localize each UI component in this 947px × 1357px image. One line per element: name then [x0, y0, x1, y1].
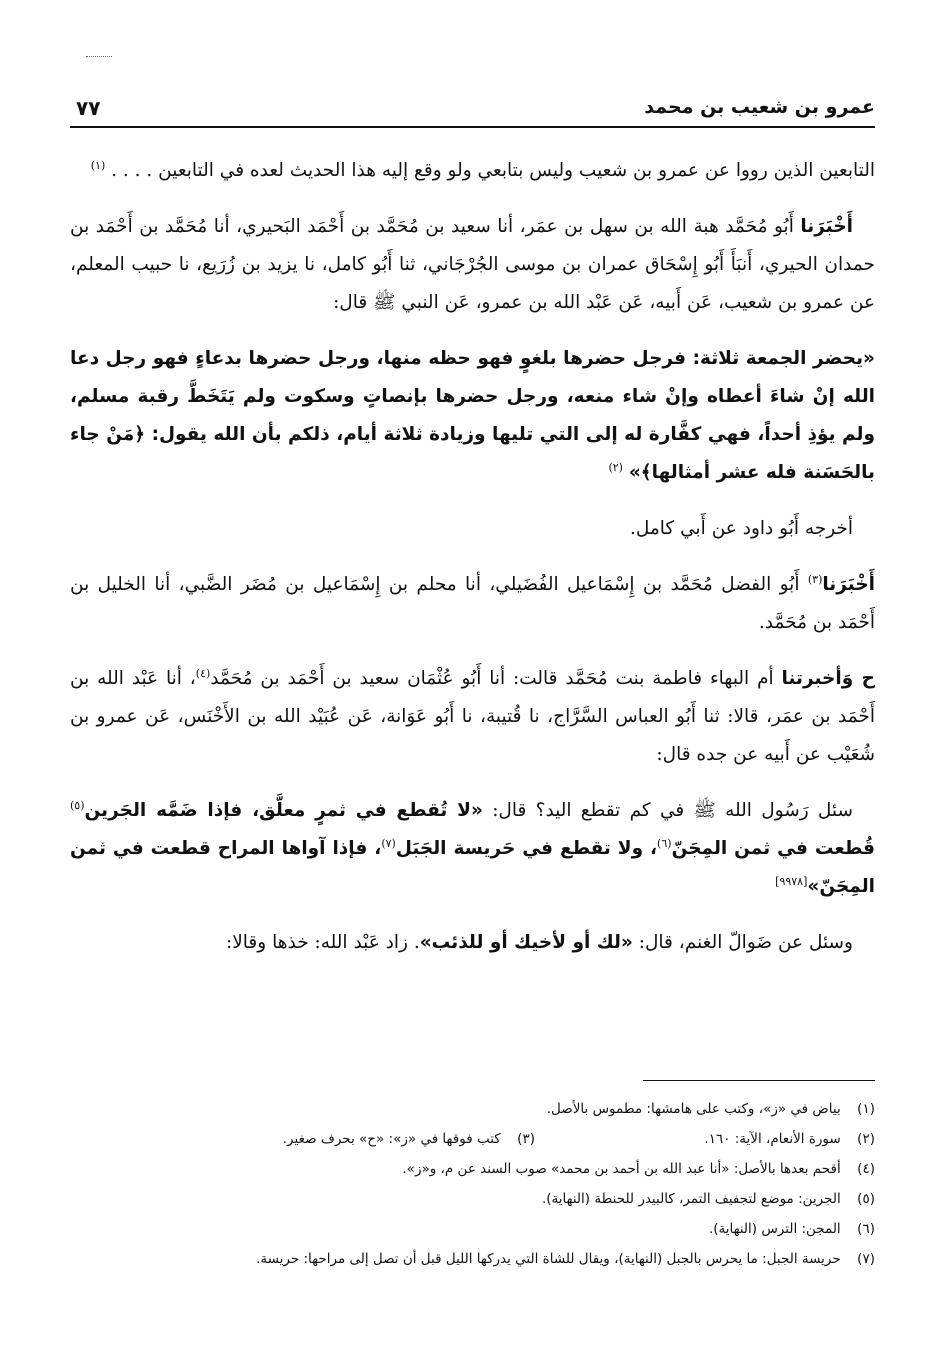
- footnote-4: [70, 1154, 875, 1184]
- footnote-number: (٢): [857, 1131, 875, 1147]
- page-header: [70, 92, 875, 126]
- footnote-7: [70, 1244, 875, 1274]
- paragraph-8-text-b: . زاد عَبْد الله: خذها وقالا:: [226, 932, 420, 953]
- footnote-number: (٤): [857, 1161, 875, 1177]
- paragraph-2-text: أَبُو مُحَمَّد هبة الله بن سهل بن عمَر، أنا سعيد بن مُحَمَّد بن أَحْمَد البَحيري، أنا مُحَمَّد بن أَحْمَد بن حمدان الحيري، أَنبَأَ أَبُو إِسْحَاق عمران بن موسى الجُرْجَاني، ثنا أَبُو كامل، نا يزيد بن زُرَيع، نا حبيب المعلم، عن عمرو بن شعيب، عَن أَبيه، عَن عَبْد الله بن عمرو، عَن النبي ﷺ قال:: [70, 216, 875, 313]
- footnote-ref-4: (٤): [195, 666, 211, 680]
- footnote-ref-2: (٢): [608, 460, 623, 474]
- hadith-text-b: قُطعت في ثمن المِجَنّ: [671, 838, 876, 859]
- footnote-text: حريسة الجبل: ما يحرس بالجبل (النهاية)، ويقال للشاة التي يدركها الليل قبل أن تصل إلى مراحها: حريسة.: [256, 1251, 841, 1267]
- paragraph-4: [70, 510, 875, 548]
- paragraph-6-text-a: أم البهاء فاطمة بنت مُحَمَّد قالت: أنا أَبُو عُثْمَان سعيد بن أَحْمَد بن مُحَمَّد: [210, 668, 774, 689]
- footnote-separator: [643, 1080, 875, 1081]
- isnad-keyword: أَخْبَرَنا: [822, 574, 875, 595]
- scan-speck: [86, 56, 112, 57]
- footnote-1: [70, 1094, 875, 1124]
- header-rule: [70, 126, 875, 128]
- paragraph-6: [70, 660, 875, 774]
- paragraph-8: [70, 924, 875, 962]
- page-number: ٧٧: [76, 96, 101, 120]
- footnote-ref-5: (٥): [70, 798, 85, 812]
- footnote-2: [535, 1124, 875, 1154]
- footnotes: [70, 1094, 875, 1274]
- paragraph-2: [70, 208, 875, 322]
- paragraph-6-text-b: ، أنا عَبْد الله بن أَحْمَد بن عمَر، قالا: ثنا أَبُو العباس السَّرَّاج، نا قُتيبة، نا أَبُو عَوَانة، عَن عُبَيْد الله بن الأَخْنَس، عَن عمرو بن شُعَيْب عن أَبيه عن جده قال:: [70, 668, 875, 765]
- paragraph-3: [70, 340, 875, 492]
- running-title: عمرو بن شعيب بن محمد: [644, 96, 875, 118]
- footnote-ref-7: (٧): [381, 836, 396, 850]
- hadith-number: [٩٩٧٨]: [775, 874, 808, 888]
- footnote-text: بياض في «ز»، وكتب على هامشها: مطموس بالأصل.: [546, 1101, 841, 1117]
- footnote-number: (٣): [517, 1131, 535, 1147]
- paragraph-5-text: أَبُو الفضل مُحَمَّد بن إِسْمَاعيل الفُضَيلي، أنا محلم بن إِسْمَاعيل بن مُضَر الضَّبي، أنا الخليل بن أَحْمَد بن مُحَمَّد.: [70, 574, 875, 633]
- footnote-text: المجن: الترس (النهاية).: [708, 1221, 841, 1237]
- paragraph-7: [70, 792, 875, 906]
- footnote-5: [70, 1184, 875, 1214]
- paragraph-7-text: سئل رَسُول الله ﷺ في كم تقطع اليد؟ قال:: [492, 800, 853, 821]
- footnote-number: (٥): [857, 1191, 875, 1207]
- footnote-ref-6: (٦): [657, 836, 672, 850]
- hadith-text: «لك أو لأخيك أو للذئب»: [419, 932, 633, 953]
- footnote-6: [70, 1214, 875, 1244]
- footnote-number: (٧): [857, 1251, 875, 1267]
- footnote-number: (١): [857, 1101, 875, 1117]
- footnote-ref-3: (٣): [807, 572, 823, 586]
- footnote-text: سورة الأنعام، الآية: ١٦٠.: [704, 1131, 841, 1147]
- hadith-text-a: «لا تُقطع في ثمرٍ معلَّق، فإذا ضَمَّه الجَرين: [84, 800, 483, 821]
- footnote-text: الجرين: موضع لتجفيف التمر، كالبيدر للحنطة (النهاية).: [541, 1191, 841, 1207]
- paragraph-4-text: أخرجه أَبُو داود عن أَبي كامل.: [629, 518, 853, 539]
- isnad-keyword: ح وَأخبرتنا: [781, 668, 875, 689]
- isnad-keyword: أَخْبَرَنا: [800, 216, 853, 237]
- hadith-text: «يحضر الجمعة ثلاثة: فرجل حضرها بلغوٍ فهو حظه منها، ورجل حضرها بدعاءٍ فهو رجل دعا الله إنْ شاءَ أعطاه وإنْ شاء منعه، ورجل حضرها بإنصاتٍ وسكوت ولم يَتَخَطَّ رقبة مسلم، ولم يؤذِ أحداً، فهي كفَّارة له إلى التي تليها وزيادة ثلاثة أيام، ذلكم بأن الله يقول: ﴿مَنْ جاء بالحَسَنة فله عشر أمثالها﴾»: [70, 348, 875, 483]
- hadith-text-c: ، ولا تقطع في حَريسة الجَبَل: [395, 838, 658, 859]
- paragraph-1-text: التابعين الذين رووا عن عمرو بن شعيب وليس بتابعي ولو وقع إليه هذا الحديث لعده في التابعين . . . .: [111, 160, 875, 181]
- paragraph-8-text-a: وسئل عن ضَوالّ الغنم، قال:: [638, 932, 853, 953]
- footnote-text: أقحم بعدها بالأصل: «أنا عبد الله بن أحمد بن محمد» صوب السند عن م، و«ز».: [402, 1161, 841, 1177]
- footnote-3: [283, 1124, 535, 1154]
- paragraph-5: [70, 566, 875, 642]
- footnote-ref-1: (١): [90, 158, 106, 172]
- hadith-text-d: ، فإذا آواها المراح قطعت في ثمن المِجَنّ»: [70, 838, 875, 897]
- footnote-row: [70, 1124, 875, 1154]
- footnote-number: (٦): [857, 1221, 875, 1237]
- paragraph-1: [70, 152, 875, 190]
- footnote-text: كتب فوقها في «ز»: «ح» بحرف صغير.: [282, 1131, 501, 1147]
- main-text: [70, 152, 875, 980]
